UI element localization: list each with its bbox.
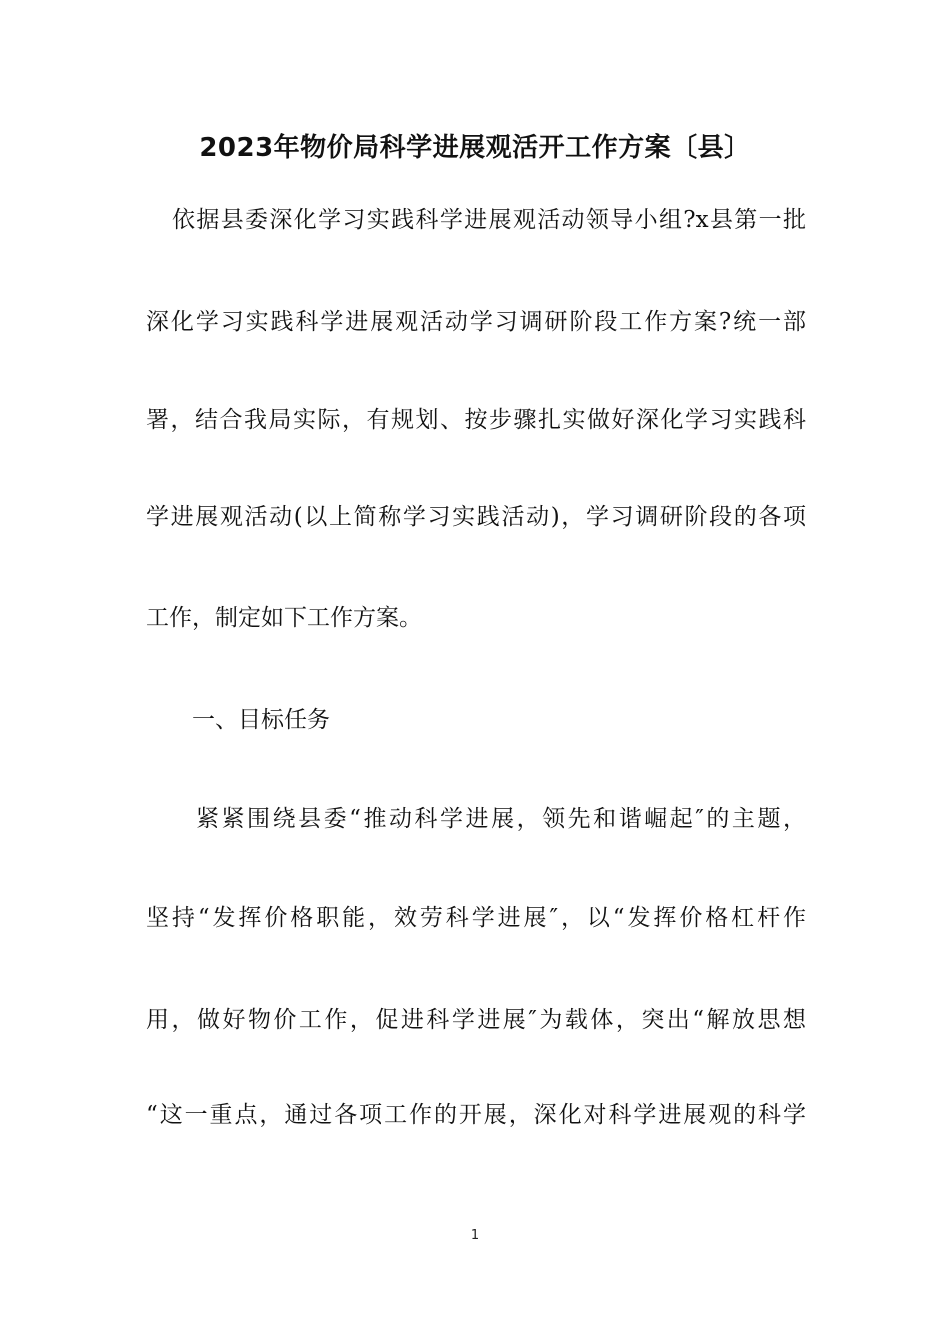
paragraph-line: 署，结合我局实际，有规划、按步骤扎实做好深化学习实践科: [146, 407, 806, 433]
page-number: 1: [470, 1228, 480, 1243]
paragraph-line: 紧紧围绕县委“推动科学进展，领先和谐崛起″的主题，: [196, 806, 806, 832]
document-title: 2023年物价局科学进展观活开工作方案〔县〕: [199, 133, 751, 163]
paragraph-line: 依据县委深化学习实践科学进展观活动领导小组?x县第一批: [172, 207, 806, 233]
paragraph-line: 用，做好物价工作，促进科学进展″为载体，突出“解放思想: [146, 1007, 806, 1033]
paragraph-line: 深化学习实践科学进展观活动学习调研阶段工作方案?统一部: [146, 309, 806, 335]
paragraph-line: 学进展观活动(以上简称学习实践活动)，学习调研阶段的各项: [146, 504, 806, 530]
paragraph-line: “这一重点，通过各项工作的开展，深化对科学进展观的科学: [146, 1102, 806, 1128]
paragraph-line: 坚持“发挥价格职能，效劳科学进展″，以“发挥价格杠杆作: [146, 905, 806, 931]
paragraph-line: 工作，制定如下工作方案。: [146, 605, 422, 631]
section-heading: 一、目标任务: [192, 707, 330, 733]
